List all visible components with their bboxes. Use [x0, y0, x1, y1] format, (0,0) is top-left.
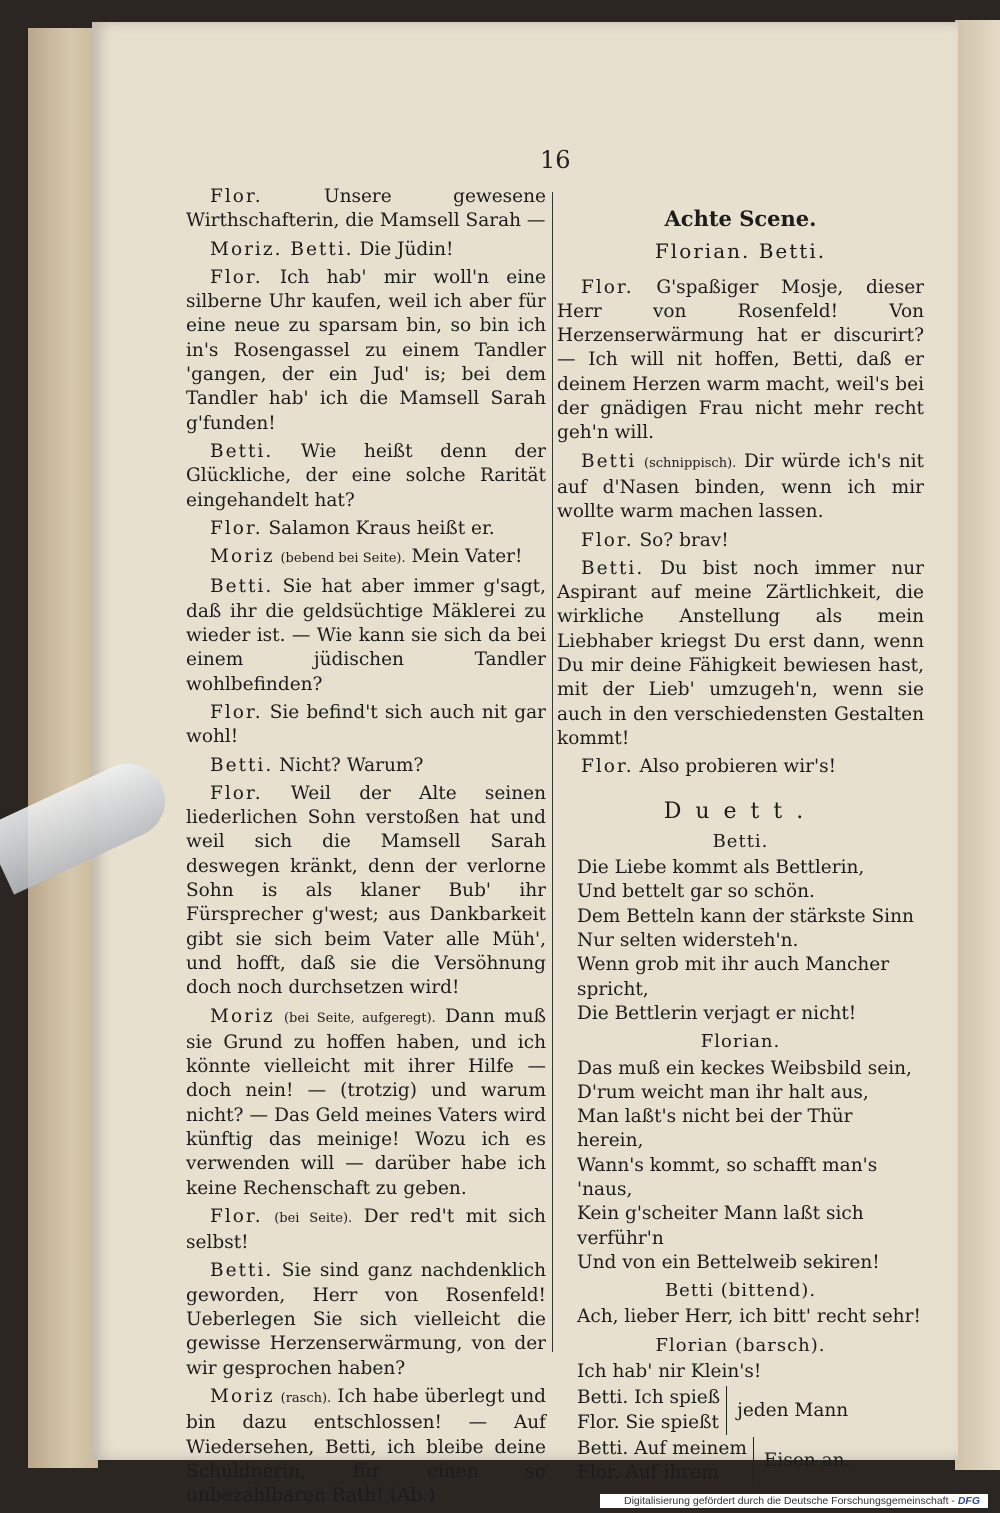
dfg-logo: DFG	[957, 1495, 980, 1507]
paragraph-gap	[557, 780, 924, 784]
dialogue-text: Du bist noch immer nur Aspirant auf meine Zärtlichkeit, die wirkliche Anstellung als mein Liebhaber kriegst Du erst dann, wenn Du mir deine Fähigkeit bewiesen hast, mit der Lieb' umzugeh'n, wenn sie auch in den verschiedensten Gestalten kommt!	[557, 557, 924, 749]
dialogue-paragraph	[186, 1205, 546, 1256]
dialogue-paragraph	[186, 266, 546, 436]
speaker-name: Betti	[581, 450, 637, 472]
dialogue-text: Unsere gewesene Wirthschafterin, die Mamsell Sarah —	[186, 186, 546, 232]
verse-line: Man laßt's nicht bei der Thür herein,	[577, 1106, 853, 1152]
bracket-line: Betti. Ich spieß	[577, 1387, 721, 1409]
dialogue-text: Sie befind't sich auch nit gar wohl!	[186, 701, 546, 748]
page-number: 16	[540, 146, 571, 174]
stage-direction: (bebend bei Seite).	[280, 551, 406, 567]
speaker-name: Flor.	[581, 756, 634, 778]
book-edge	[28, 28, 98, 1468]
column-divider	[552, 192, 553, 1352]
dialogue-text: Sie sind ganz nachdenklich geworden, Herr von Rosenfeld! Ueberlegen Sie sich vielleicht die gewisse Herzenserwärmung, von der wir gesprochen haben?	[186, 1260, 546, 1379]
duett-title: Duett.	[663, 798, 818, 824]
speaker-name: Moriz. Betti.	[210, 238, 354, 260]
dialogue-paragraph	[557, 755, 924, 779]
dialogue-paragraph	[186, 440, 546, 513]
dialogue-text: Also probieren wir's!	[639, 756, 837, 778]
dialogue-text: Dann muß sie Grund zu hoffen haben, und ich könnte vielleicht mit ihrer Hilfe — doch nein! — (trotzig) und warum nicht? — Das Geld meines Vaters wird künftig das meinige! Wozu ich es verwenden will — darüber habe ich keine Rechenschaft zu geben.	[186, 1005, 546, 1199]
bracket-lines	[577, 1386, 727, 1435]
dialogue-paragraph	[186, 185, 546, 234]
speaker-name: Flor.	[210, 1205, 263, 1227]
dialogue-paragraph	[186, 754, 546, 778]
bracket-lines	[577, 1437, 754, 1486]
verse-line: Ach, lieber Herr, ich bitt' recht sehr!	[577, 1306, 921, 1328]
bracket-line: Flor. Sie spießt	[577, 1411, 719, 1433]
singer-name: Betti (bittend).	[664, 1280, 817, 1302]
footer-credit	[600, 1494, 988, 1508]
dialogue-text: Dir würde ich's nit auf d'Nasen binden, wenn ich mir wollte warm machen lassen.	[557, 450, 924, 523]
speaker-name: Betti.	[210, 440, 274, 462]
speaker-name: Flor.	[581, 276, 634, 298]
bracket-shared-text: jeden Mann	[737, 1399, 849, 1421]
verse-line: Das muß ein keckes Weibsbild sein,	[577, 1057, 912, 1079]
dialogue-text: Wie heißt denn der Glückliche, der eine solche Rarität eingehandelt hat?	[186, 440, 546, 511]
paragraph-gap	[186, 1508, 546, 1512]
verse-line: Ich hab' nir Klein's!	[577, 1361, 762, 1383]
speaker-name: Flor.	[210, 782, 263, 804]
verse-line: Nur selten widersteh'n.	[577, 930, 799, 952]
stage-direction: (schnippisch).	[644, 455, 737, 471]
speaker-name: Betti.	[581, 557, 645, 579]
dialogue-text: G'spaßiger Mosje, dieser Herr von Rosenfeld! Von Herzenserwärmung hat er discurirt? — Ich will nit hoffen, Betti, daß er deinem Herzen warm macht, weil's bei der gnädigen Frau nicht mehr recht geh'n will.	[557, 276, 924, 444]
speaker-name: Flor.	[210, 186, 263, 207]
scene-title: Achte Scene.	[664, 206, 817, 231]
dialogue-paragraph	[186, 1385, 546, 1508]
speaker-name: Moriz	[210, 546, 275, 568]
speaker-name: Flor.	[210, 701, 263, 723]
dialogue-paragraph	[557, 450, 924, 525]
dialogue-text: Die Jüdin!	[359, 238, 454, 260]
dialogue-text: Sie hat aber immer g'sagt, daß ihr die geldsüchtige Mäklerei zu wieder ist. — Wie kann sie sich da bei einem jüdischen Tandler wohlbefinden?	[186, 576, 546, 695]
dialogue-paragraph	[186, 1259, 546, 1380]
next-page-edge	[955, 20, 1000, 1470]
dialogue-paragraph	[186, 1005, 546, 1201]
bracket-shared-text: Eisen an.	[763, 1450, 851, 1472]
bracket-line: Flor. Auf ihrem	[577, 1462, 719, 1484]
singer-name: Florian (barsch).	[655, 1334, 826, 1356]
right-column	[557, 185, 924, 1486]
dialogue-text: Der red't mit sich selbst!	[186, 1205, 546, 1254]
speaker-name: Flor.	[210, 517, 263, 539]
stage-direction: (bei Seite).	[274, 1210, 353, 1226]
stage-direction: (bei Seite, aufgeregt).	[283, 1010, 436, 1026]
verse-line: Kein g'scheiter Mann laßt sich verführ'n	[577, 1203, 864, 1249]
bracket-block	[557, 1437, 924, 1486]
dialogue-text: Salamon Kraus heißt er.	[268, 517, 495, 539]
dialogue-paragraph	[186, 517, 546, 541]
stage-direction: (rasch).	[280, 1390, 332, 1406]
verse-line: Dem Betteln kann der stärkste Sinn	[577, 905, 914, 927]
singer-name: Betti.	[712, 830, 769, 852]
bracket-line: Betti. Auf meinem	[577, 1437, 747, 1459]
dialogue-paragraph	[186, 701, 546, 750]
dialogue-text: Ich habe überlegt und bin dazu entschlossen! — Auf Wiedersehen, Betti, ich bleibe deine Schuldnerin, für einen so unbezahlbaren Rath! (Ab.)	[186, 1385, 546, 1507]
dialogue-text: Ich hab' mir woll'n eine silberne Uhr kaufen, weil ich aber für eine neue zu sparsam bin, so bin ich in's Rosengassel zu einem Tandler 'gangen, der ein Jud' is; bei dem Tandler hab' ich die Mamsell Sarah g'funden!	[186, 266, 546, 434]
speaker-name: Moriz	[210, 1005, 275, 1027]
dialogue-text: Mein Vater!	[411, 546, 523, 568]
speaker-name: Moriz	[210, 1385, 275, 1407]
dialogue-paragraph	[186, 545, 546, 571]
speaker-name: Betti.	[210, 754, 274, 776]
verse-line: Wann's kommt, so schafft man's 'naus,	[577, 1154, 878, 1200]
speaker-name: Flor.	[581, 529, 634, 551]
dialogue-text: So? brav!	[639, 529, 729, 551]
bracket-block	[557, 1386, 924, 1435]
speaker-name: Flor.	[210, 266, 263, 288]
verse-line: Wenn grob mit ihr auch Mancher spricht,	[577, 954, 890, 1000]
verse-line: Die Bettlerin verjagt er nicht!	[577, 1002, 857, 1024]
verse-line: D'rum weicht man ihr halt aus,	[577, 1081, 869, 1103]
dialogue-paragraph	[557, 529, 924, 553]
scene-persons: Florian. Betti.	[654, 239, 827, 264]
speaker-name: Betti.	[210, 576, 274, 598]
dialogue-paragraph	[557, 276, 924, 446]
dialogue-paragraph	[557, 557, 924, 751]
verse-line: Und von ein Bettelweib sekiren!	[577, 1251, 880, 1273]
singer-name: Florian.	[700, 1031, 781, 1053]
dialogue-text: Nicht? Warum?	[279, 754, 424, 776]
verse-line: Die Liebe kommt als Bettlerin,	[577, 857, 865, 879]
dialogue-paragraph	[186, 782, 546, 1001]
verse-line: Und bettelt gar so schön.	[577, 881, 815, 903]
footer-text: Digitalisierung gefördert durch die Deutsche Forschungsgemeinschaft -	[623, 1495, 955, 1507]
dialogue-paragraph	[186, 575, 546, 696]
dialogue-text: Weil der Alte seinen liederlichen Sohn verstoßen hat und weil sich die Mamsell Sarah deswegen kränkt, denn der verlorne Sohn is als klaner Bub' ihr Fürsprecher g'west; aus Dankbarkeit gibt sie sich beim Vater alle Müh', und hofft, daß sie die Versöhnung doch noch durchsetzen wird!	[186, 782, 546, 999]
left-column	[186, 185, 546, 1512]
speaker-name: Betti.	[210, 1260, 274, 1282]
dialogue-paragraph	[186, 238, 546, 262]
